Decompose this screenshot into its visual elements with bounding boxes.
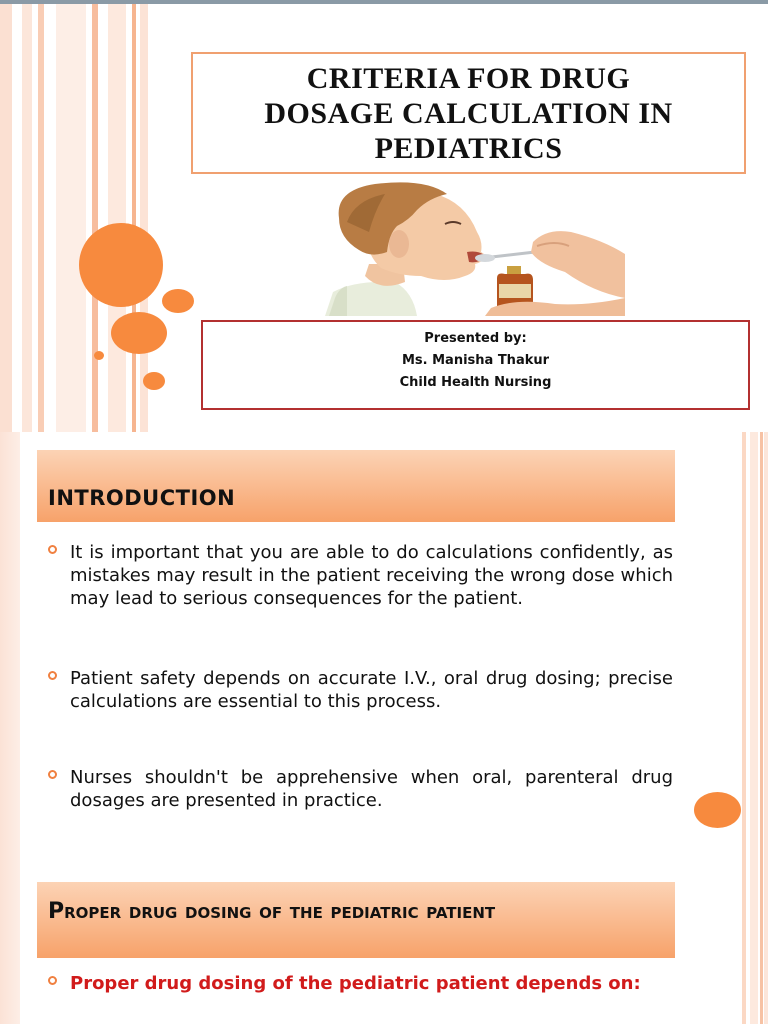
title-line: PEDIATRICS xyxy=(374,131,563,165)
bullet-circle-icon xyxy=(48,671,57,680)
bullet-text: It is important that you are able to do calculations confidently, as mistakes may result in the patient receiving the wrong dose which may lead to serious consequences for the patient. xyxy=(70,542,673,609)
presenter-name: Ms. Manisha Thakur xyxy=(401,353,550,368)
title-line: CRITERIA FOR DRUG xyxy=(306,61,631,95)
decorative-stripe xyxy=(56,4,86,432)
section-header-bar-2 xyxy=(37,882,675,958)
bullet-item xyxy=(48,541,673,610)
bullet-text: Nurses shouldn't be apprehensive when oral, parenteral drug dosages are presented in practice. xyxy=(70,767,673,811)
presenter-box xyxy=(201,320,750,410)
presenter-department: Child Health Nursing xyxy=(399,375,552,390)
decorative-circle xyxy=(162,289,194,313)
section-heading-2-text: Proper drug dosing of the pediatric patient xyxy=(48,899,496,924)
decorative-stripe xyxy=(92,4,98,432)
bullet-circle-icon xyxy=(48,545,57,554)
decorative-circle xyxy=(694,792,741,828)
bullet-item xyxy=(48,766,673,812)
introduction-slide xyxy=(0,432,768,1024)
child-medicine-photo xyxy=(325,180,627,316)
decorative-left-bar xyxy=(0,432,20,1024)
decorative-circle xyxy=(111,312,167,354)
title-line: DOSAGE CALCULATION IN xyxy=(264,96,673,130)
decorative-stripe xyxy=(140,4,148,432)
section-header-bar xyxy=(37,450,675,522)
bullet-text-red: Proper drug dosing of the pediatric patient depends on: xyxy=(70,973,641,994)
decorative-stripe xyxy=(132,4,136,432)
title-box xyxy=(191,52,746,174)
decorative-right-stripes xyxy=(742,432,768,1024)
bullet-item xyxy=(48,667,673,713)
presented-by-label: Presented by: xyxy=(424,331,527,346)
bullet-item-red xyxy=(48,972,673,995)
decorative-stripe xyxy=(22,4,32,432)
decorative-circle xyxy=(143,372,165,390)
decorative-circle-small xyxy=(94,351,104,360)
decorative-stripe xyxy=(108,4,126,432)
bullet-circle-icon xyxy=(48,976,57,985)
bullet-text: Patient safety depends on accurate I.V., oral drug dosing; precise calculations are essential to this process. xyxy=(70,668,673,712)
section-heading-2 xyxy=(48,898,648,926)
decorative-circle-large xyxy=(79,223,163,307)
section-heading: INTRODUCTION xyxy=(48,486,236,510)
decorative-stripe xyxy=(38,4,44,432)
bullet-circle-icon xyxy=(48,770,57,779)
title-slide xyxy=(0,4,768,432)
slide-title xyxy=(264,61,672,166)
decorative-stripe xyxy=(0,4,12,432)
